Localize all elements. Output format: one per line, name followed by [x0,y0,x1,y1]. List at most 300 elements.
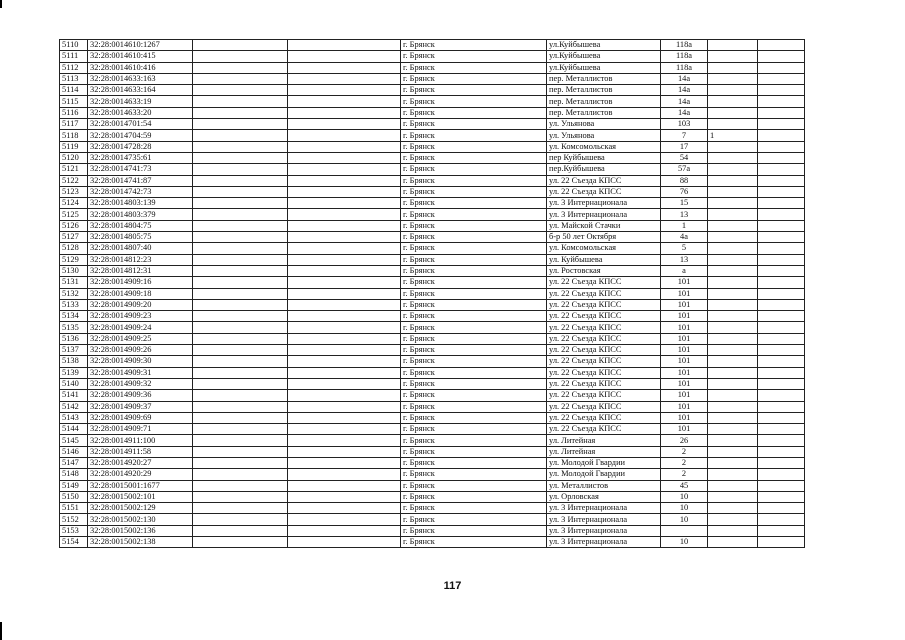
empty-cell [193,85,288,96]
empty-cell [758,367,805,378]
cadastral-number: 32:28:0014704:59 [88,130,193,141]
building-number [708,254,758,265]
cadastral-number: 32:28:0014741:87 [88,175,193,186]
table-row [60,119,805,130]
building-number [708,424,758,435]
empty-cell [288,119,401,130]
empty-cell [288,73,401,84]
house-number: 118а [661,40,708,51]
cadastral-number: 32:28:0014804:75 [88,220,193,231]
building-number [708,198,758,209]
row-number: 5127 [60,232,88,243]
city: г. Брянск [401,537,547,548]
row-number: 5132 [60,288,88,299]
building-number [708,62,758,73]
table-row [60,345,805,356]
empty-cell [193,152,288,163]
empty-cell [758,73,805,84]
table-row [60,525,805,536]
empty-cell [288,435,401,446]
street: ул. Ульянова [547,130,661,141]
row-number: 5111 [60,51,88,62]
empty-cell [758,40,805,51]
building-number [708,435,758,446]
empty-cell [288,96,401,107]
street: ул. Литейная [547,435,661,446]
house-number: 57а [661,164,708,175]
house-number: а [661,265,708,276]
building-number [708,96,758,107]
empty-cell [288,345,401,356]
empty-cell [193,141,288,152]
empty-cell [758,243,805,254]
empty-cell [288,311,401,322]
empty-cell [193,514,288,525]
street: ул. 3 Интернационала [547,503,661,514]
row-number: 5134 [60,311,88,322]
cadastral-number: 32:28:0014909:26 [88,345,193,356]
cadastral-number: 32:28:0014909:36 [88,390,193,401]
house-number: 88 [661,175,708,186]
building-number [708,277,758,288]
building-number [708,457,758,468]
building-number [708,40,758,51]
table-row [60,333,805,344]
empty-cell [288,288,401,299]
building-number [708,345,758,356]
table-row [60,277,805,288]
street: ул. 3 Интернационала [547,537,661,548]
empty-cell [288,322,401,333]
building-number [708,243,758,254]
city: г. Брянск [401,175,547,186]
row-number: 5153 [60,525,88,536]
row-number: 5149 [60,480,88,491]
row-number: 5122 [60,175,88,186]
table-row [60,107,805,118]
cadastral-number: 32:28:0014633:163 [88,73,193,84]
empty-cell [288,141,401,152]
house-number: 101 [661,322,708,333]
city: г. Брянск [401,401,547,412]
empty-cell [288,446,401,457]
row-number: 5148 [60,469,88,480]
cadastral-number: 32:28:0014633:20 [88,107,193,118]
table-row [60,412,805,423]
table-row [60,424,805,435]
empty-cell [758,62,805,73]
street: ул. 22 Съезда КПСС [547,175,661,186]
row-number: 5124 [60,198,88,209]
table-row [60,265,805,276]
house-number: 17 [661,141,708,152]
table-row [60,141,805,152]
empty-cell [288,220,401,231]
table-row [60,356,805,367]
street: ул. 22 Съезда КПСС [547,311,661,322]
table-row [60,175,805,186]
row-number: 5123 [60,186,88,197]
house-number: 101 [661,277,708,288]
empty-cell [758,96,805,107]
row-number: 5133 [60,299,88,310]
city: г. Брянск [401,333,547,344]
house-number: 101 [661,288,708,299]
building-number [708,390,758,401]
street: ул. Комсомольская [547,141,661,152]
empty-cell [758,152,805,163]
empty-cell [758,299,805,310]
building-number [708,525,758,536]
street: ул. Орловская [547,491,661,502]
empty-cell [288,412,401,423]
empty-cell [288,537,401,548]
house-number: 14а [661,73,708,84]
empty-cell [758,107,805,118]
empty-cell [193,186,288,197]
table-row [60,254,805,265]
empty-cell [758,198,805,209]
empty-cell [193,356,288,367]
empty-cell [193,209,288,220]
empty-cell [193,62,288,73]
empty-cell [758,469,805,480]
city: г. Брянск [401,40,547,51]
cadastral-number: 32:28:0014812:23 [88,254,193,265]
street: ул. 22 Съезда КПСС [547,186,661,197]
table-row [60,390,805,401]
table-row [60,186,805,197]
cadastral-number: 32:28:0014909:37 [88,401,193,412]
empty-cell [758,345,805,356]
cadastral-number: 32:28:0014909:30 [88,356,193,367]
street: ул. 22 Съезда КПСС [547,345,661,356]
empty-cell [193,175,288,186]
house-number: 13 [661,254,708,265]
street: ул. 22 Съезда КПСС [547,277,661,288]
row-number: 5135 [60,322,88,333]
city: г. Брянск [401,378,547,389]
empty-cell [758,333,805,344]
empty-cell [193,96,288,107]
table-row [60,232,805,243]
cadastral-number: 32:28:0014909:25 [88,333,193,344]
city: г. Брянск [401,152,547,163]
cadastral-number: 32:28:0015001:1677 [88,480,193,491]
row-number: 5146 [60,446,88,457]
empty-cell [193,537,288,548]
city: г. Брянск [401,130,547,141]
table-row [60,220,805,231]
street: пер. Металлистов [547,73,661,84]
cadastral-number: 32:28:0014909:31 [88,367,193,378]
street: ул. Ростовская [547,265,661,276]
empty-cell [288,175,401,186]
row-number: 5110 [60,40,88,51]
street: ул. Ульянова [547,119,661,130]
empty-cell [758,119,805,130]
empty-cell [193,51,288,62]
table-row [60,446,805,457]
empty-cell [193,412,288,423]
house-number: 15 [661,198,708,209]
building-number [708,480,758,491]
city: г. Брянск [401,345,547,356]
house-number: 4а [661,232,708,243]
empty-cell [758,51,805,62]
house-number: 5 [661,243,708,254]
building-number [708,220,758,231]
building-number [708,265,758,276]
cadastral-number: 32:28:0015002:129 [88,503,193,514]
house-number: 101 [661,412,708,423]
cadastral-number: 32:28:0014610:1267 [88,40,193,51]
building-number [708,141,758,152]
empty-cell [193,480,288,491]
building-number [708,85,758,96]
row-number: 5118 [60,130,88,141]
empty-cell [288,51,401,62]
empty-cell [193,525,288,536]
house-number: 26 [661,435,708,446]
empty-cell [758,480,805,491]
scan-edge-mark [0,0,2,8]
empty-cell [288,209,401,220]
empty-cell [193,401,288,412]
table-row [60,73,805,84]
empty-cell [193,424,288,435]
cadastral-number: 32:28:0014911:58 [88,446,193,457]
city: г. Брянск [401,412,547,423]
row-number: 5120 [60,152,88,163]
empty-cell [288,232,401,243]
cadastral-number: 32:28:0014909:71 [88,424,193,435]
house-number: 101 [661,401,708,412]
house-number: 2 [661,446,708,457]
house-number: 14а [661,85,708,96]
building-number [708,333,758,344]
cadastral-number: 32:28:0014701:54 [88,119,193,130]
building-number [708,537,758,548]
street: пер.Куйбышева [547,164,661,175]
empty-cell [193,503,288,514]
street: пер. Металлистов [547,96,661,107]
empty-cell [758,277,805,288]
empty-cell [193,322,288,333]
row-number: 5137 [60,345,88,356]
building-number [708,73,758,84]
street: ул. Куйбышева [547,254,661,265]
building-number [708,514,758,525]
empty-cell [288,152,401,163]
house-number: 101 [661,424,708,435]
row-number: 5112 [60,62,88,73]
city: г. Брянск [401,107,547,118]
empty-cell [288,401,401,412]
house-number: 2 [661,457,708,468]
table-row [60,130,805,141]
city: г. Брянск [401,311,547,322]
building-number [708,164,758,175]
city: г. Брянск [401,367,547,378]
empty-cell [288,469,401,480]
table-row [60,503,805,514]
empty-cell [193,40,288,51]
street: ул. 3 Интернационала [547,198,661,209]
house-number: 14а [661,96,708,107]
city: г. Брянск [401,51,547,62]
empty-cell [758,457,805,468]
street: ул. 22 Съезда КПСС [547,333,661,344]
street: ул. Майской Стачки [547,220,661,231]
city: г. Брянск [401,62,547,73]
empty-cell [758,537,805,548]
empty-cell [193,164,288,175]
table-row [60,469,805,480]
table-row [60,435,805,446]
cadastral-number: 32:28:0014920:27 [88,457,193,468]
city: г. Брянск [401,186,547,197]
empty-cell [288,299,401,310]
street: ул.Куйбышева [547,62,661,73]
empty-cell [288,480,401,491]
house-number: 101 [661,390,708,401]
building-number [708,175,758,186]
cadastral-number: 32:28:0014909:69 [88,412,193,423]
empty-cell [288,525,401,536]
empty-cell [193,345,288,356]
city: г. Брянск [401,243,547,254]
city: г. Брянск [401,424,547,435]
empty-cell [193,491,288,502]
building-number [708,119,758,130]
cadastral-number: 32:28:0015002:130 [88,514,193,525]
empty-cell [288,254,401,265]
street: ул. 22 Съезда КПСС [547,322,661,333]
city: г. Брянск [401,209,547,220]
city: г. Брянск [401,96,547,107]
cadastral-number: 32:28:0014805:75 [88,232,193,243]
street: ул. 22 Съезда КПСС [547,401,661,412]
row-number: 5141 [60,390,88,401]
empty-cell [193,457,288,468]
city: г. Брянск [401,141,547,152]
empty-cell [758,378,805,389]
empty-cell [288,424,401,435]
empty-cell [288,265,401,276]
house-number: 14а [661,107,708,118]
city: г. Брянск [401,514,547,525]
cadastral-number: 32:28:0014807:40 [88,243,193,254]
street: пер Куйбышева [547,152,661,163]
cadastral-number: 32:28:0015002:101 [88,491,193,502]
building-number [708,152,758,163]
house-number: 10 [661,537,708,548]
empty-cell [758,232,805,243]
cadastral-number: 32:28:0014803:139 [88,198,193,209]
empty-cell [288,367,401,378]
street: ул. 22 Съезда КПСС [547,356,661,367]
house-number: 10 [661,491,708,502]
empty-cell [288,243,401,254]
row-number: 5151 [60,503,88,514]
cadastral-number: 32:28:0014633:19 [88,96,193,107]
street: ул. Комсомольская [547,243,661,254]
row-number: 5152 [60,514,88,525]
row-number: 5142 [60,401,88,412]
table-row [60,243,805,254]
house-number: 101 [661,311,708,322]
house-number: 7 [661,130,708,141]
building-number [708,378,758,389]
house-number: 13 [661,209,708,220]
row-number: 5126 [60,220,88,231]
house-number: 103 [661,119,708,130]
empty-cell [288,390,401,401]
city: г. Брянск [401,299,547,310]
row-number: 5154 [60,537,88,548]
empty-cell [758,85,805,96]
building-number [708,401,758,412]
row-number: 5136 [60,333,88,344]
building-number: 1 [708,130,758,141]
empty-cell [758,491,805,502]
empty-cell [288,356,401,367]
empty-cell [758,503,805,514]
table-row [60,96,805,107]
empty-cell [193,378,288,389]
cadastral-number: 32:28:0014741:73 [88,164,193,175]
empty-cell [758,164,805,175]
cadastral-number: 32:28:0014909:16 [88,277,193,288]
street: ул. Молодой Гвардии [547,469,661,480]
building-number [708,311,758,322]
city: г. Брянск [401,435,547,446]
row-number: 5117 [60,119,88,130]
row-number: 5145 [60,435,88,446]
cadastral-number: 32:28:0015002:138 [88,537,193,548]
empty-cell [758,209,805,220]
empty-cell [758,186,805,197]
empty-cell [193,435,288,446]
empty-cell [758,265,805,276]
empty-cell [193,299,288,310]
row-number: 5131 [60,277,88,288]
empty-cell [193,469,288,480]
building-number [708,209,758,220]
empty-cell [758,525,805,536]
city: г. Брянск [401,220,547,231]
row-number: 5139 [60,367,88,378]
empty-cell [193,367,288,378]
street: б-р 50 лет Октября [547,232,661,243]
building-number [708,107,758,118]
row-number: 5147 [60,457,88,468]
city: г. Брянск [401,446,547,457]
building-number [708,469,758,480]
street: ул. 3 Интернационала [547,525,661,536]
house-number: 101 [661,378,708,389]
row-number: 5121 [60,164,88,175]
table-row [60,514,805,525]
building-number [708,367,758,378]
cadastral-number: 32:28:0014735:61 [88,152,193,163]
house-number: 2 [661,469,708,480]
empty-cell [758,514,805,525]
empty-cell [288,130,401,141]
cadastral-number: 32:28:0014920:29 [88,469,193,480]
empty-cell [288,107,401,118]
